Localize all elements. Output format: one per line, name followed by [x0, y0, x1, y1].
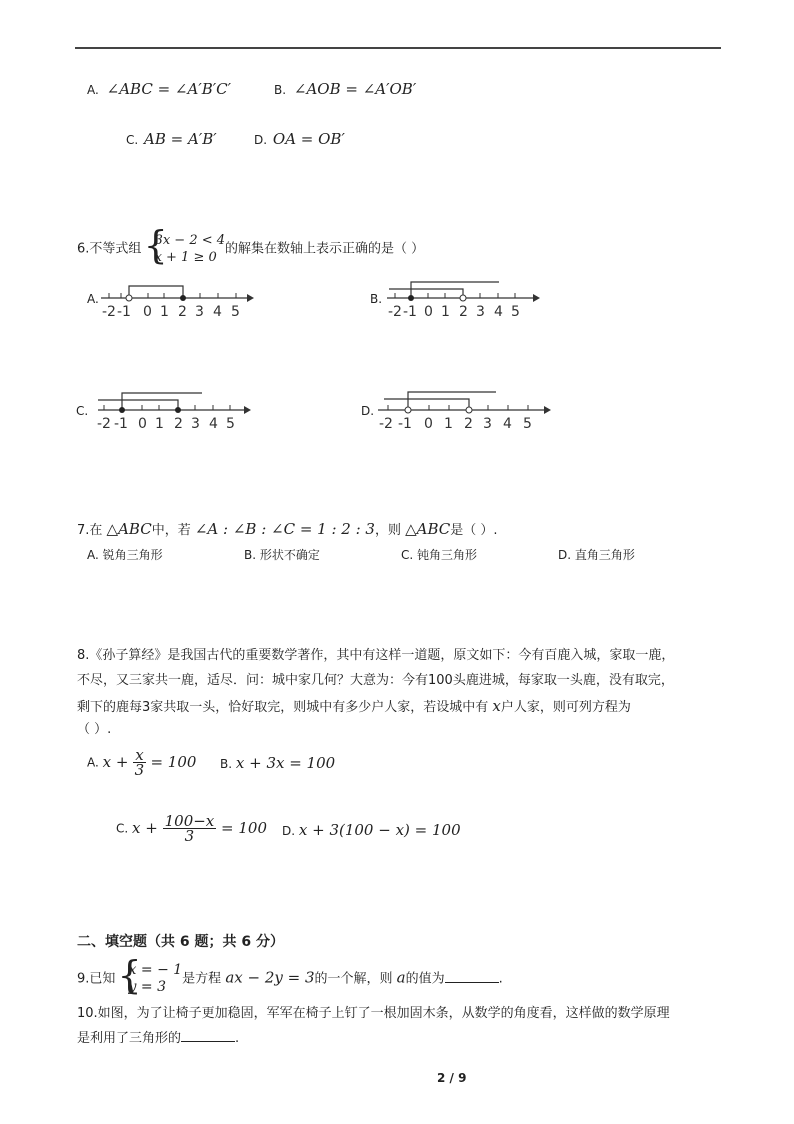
number-line-a-labels	[102, 304, 240, 320]
q6-inequality-system: { 3x − 2 < 4 x + 1 ≥ 0	[146, 232, 225, 266]
tick-label: 4	[209, 416, 218, 432]
tick-label: -1	[398, 416, 412, 432]
q8-option-d: D. x + 3(100 − x) = 100	[282, 821, 461, 839]
header-rule	[75, 47, 721, 49]
q5-option-a: A. ∠ABC = ∠A′B′C′	[87, 80, 232, 98]
tick-label: -2	[102, 304, 116, 320]
q8-line-2: 不尽，又三家共一鹿，适尽．问：城中家几何？大意为：今有100头鹿进城，每家取一头鹿，没有取完，	[77, 673, 674, 688]
q9-equation-system: { x = − 1 y = 3	[120, 962, 183, 996]
page-number: 2 / 9	[437, 1071, 467, 1085]
tick-label: 3	[476, 304, 485, 320]
tick-label: 1	[444, 416, 453, 432]
tick-label: 3	[191, 416, 200, 432]
section-2-title: 二、填空题（共 6 题；共 6 分）	[77, 934, 284, 950]
number-line-a	[97, 276, 257, 320]
tick-label: -2	[388, 304, 402, 320]
q8-line-1: 8.《孙子算经》是我国古代的重要数学著作，其中有这样一道题，原文如下：今有百鹿入城，家取一鹿，	[77, 648, 675, 663]
q10-line-2: 是利用了三角形的 .	[77, 1026, 239, 1052]
tick-label: 0	[143, 304, 152, 320]
tick-label: 5	[231, 304, 240, 320]
tick-label: 5	[511, 304, 520, 320]
q7-option-b: B. 形状不确定	[244, 548, 320, 562]
q10-answer-blank[interactable]	[181, 1027, 235, 1042]
tick-label: 2	[174, 416, 183, 432]
tick-label: 5	[226, 416, 235, 432]
q7-option-a: A. 锐角三角形	[87, 548, 163, 562]
tick-label: 0	[138, 416, 147, 432]
q9-answer-blank[interactable]	[445, 968, 499, 983]
q8-line-3: 剩下的鹿每3家共取一头，恰好取完，则城中有多少户人家，若设城中有 x户人家，则可列方程为	[77, 697, 631, 715]
q8-line-4: （ ）.	[77, 722, 112, 737]
tick-label: 3	[195, 304, 204, 320]
q7-option-d: D. 直角三角形	[558, 548, 635, 562]
tick-label: 2	[178, 304, 187, 320]
tick-label: 2	[459, 304, 468, 320]
q8-option-a: A. x + $\frac{x}{3}$ = 100	[87, 746, 197, 779]
tick-label: 5	[523, 416, 532, 432]
tick-label: -2	[379, 416, 393, 432]
tick-label: -1	[114, 416, 128, 432]
number-line-d-labels	[379, 416, 532, 432]
number-line-d	[374, 388, 556, 432]
q9-stem: 9.已知 { x = − 1 y = 3 是方程 ax − 2y = 3的一个解，则 a的值为 .	[77, 962, 503, 996]
q6-stem: 6.不等式组 { 3x − 2 < 4 x + 1 ≥ 0 的解集在数轴上表示正确的是（ ）	[77, 232, 424, 266]
q5-option-b: B. ∠AOB = ∠A′OB′	[274, 80, 417, 98]
q10-line-1: 10.如图，为了让椅子更加稳固，军军在椅子上钉了一根加固木条，从数学的角度看，这样做的数学原理	[77, 1006, 670, 1021]
tick-label: 0	[424, 416, 433, 432]
q5-option-c: C. AB = A′B′	[126, 130, 217, 148]
tick-label: 1	[160, 304, 169, 320]
q6-option-a-letter: A.	[87, 292, 99, 306]
q6-option-c-letter: C.	[76, 404, 89, 418]
tick-label: 0	[424, 304, 433, 320]
tick-label: 1	[441, 304, 450, 320]
q7-option-c: C. 钝角三角形	[401, 548, 478, 562]
tick-label: -2	[97, 416, 111, 432]
tick-label: 1	[155, 416, 164, 432]
q8-option-b: B. x + 3x = 100	[220, 754, 336, 772]
tick-label: -1	[403, 304, 417, 320]
tick-label: 2	[464, 416, 473, 432]
tick-label: 4	[503, 416, 512, 432]
q7-stem: 7.在 △ABC中，若 ∠A : ∠B : ∠C = 1 : 2 : 3，则 △ABC是（ ）.	[77, 520, 498, 538]
q5-option-d: D. OA = OB′	[254, 130, 345, 148]
q8-option-c: C. x + $\frac{100-x}{3}$ = 100	[116, 812, 268, 845]
number-line-c	[94, 388, 254, 432]
number-line-b-labels	[388, 304, 520, 320]
tick-label: 3	[483, 416, 492, 432]
tick-label: 4	[213, 304, 222, 320]
tick-label: 4	[494, 304, 503, 320]
tick-label: -1	[117, 304, 131, 320]
q6-option-b-letter: B.	[370, 292, 383, 306]
number-line-c-labels	[97, 416, 235, 432]
number-line-b	[383, 276, 543, 320]
q6-option-d-letter: D.	[361, 404, 375, 418]
